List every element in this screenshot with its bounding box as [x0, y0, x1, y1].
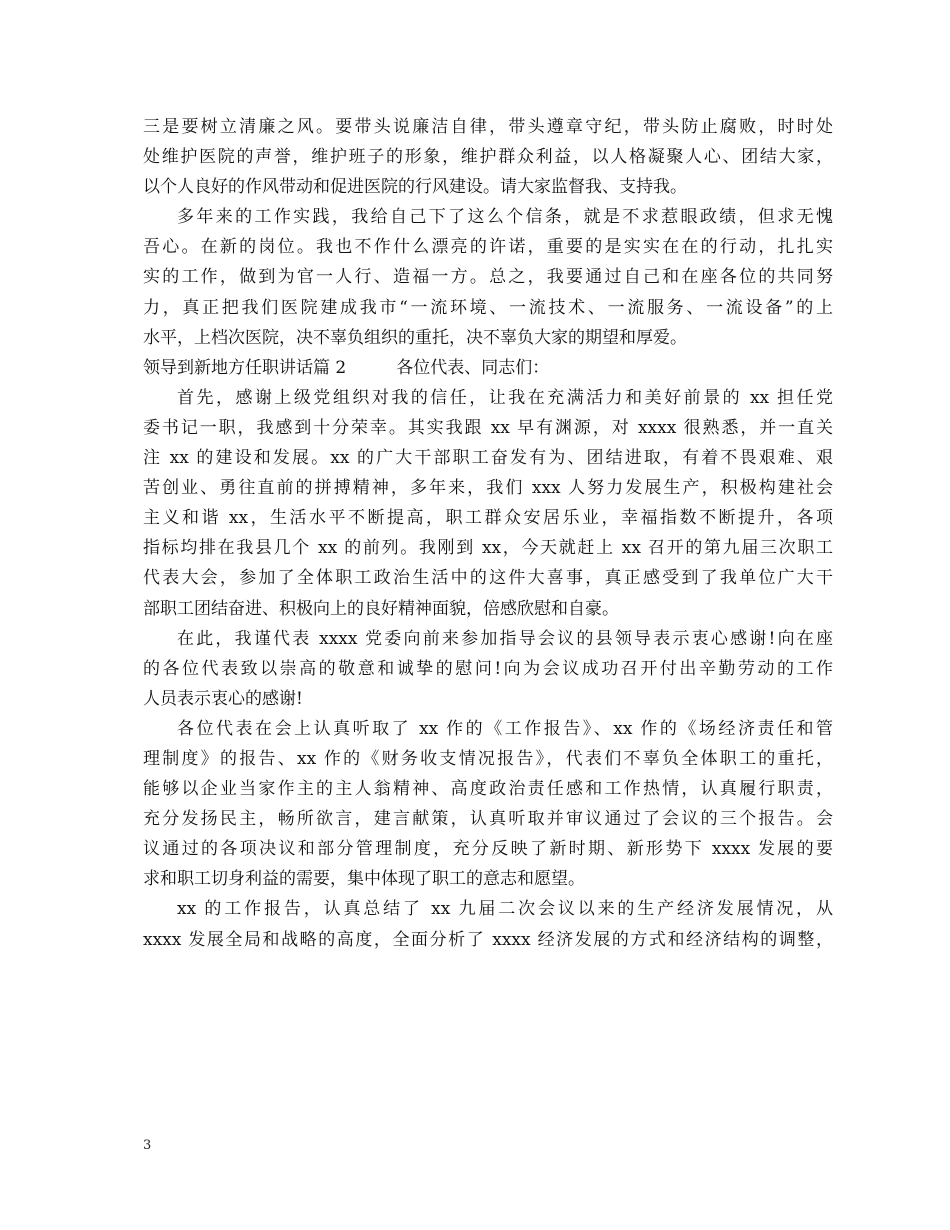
section-heading [143, 353, 833, 383]
text-line: 苦创业、勇往直前的拼搏精神，多年来，我们 xxx 人努力发展生产，积极构建社会 [143, 478, 833, 499]
text-line: 三是要树立清廉之风。要带头说廉洁自律，带头遵章守纪，带头防止腐败，时时处 [143, 117, 833, 137]
text-line: 首先，感谢上级党组织对我的信任，让我在充满活力和美好前景的 xx 担任党 [177, 387, 833, 408]
text-line: 实的工作，做到为官一人行、造福一方。总之，我要通过自己和在座各位的共同努 [143, 267, 833, 288]
text-line: 吾心。在新的岗位。我也不作什么漂亮的许诺，重要的是实实在在的行动，扎扎实 [143, 237, 833, 258]
greeting: 各位代表、同志们： [396, 357, 550, 378]
text-line: xx 的工作报告，认真总结了 xx 九届二次会议以来的生产经济发展情况，从 [177, 899, 833, 920]
text-line: 注 xx 的建设和发展。xx 的广大干部职工奋发有为、团结进取，有着不畏艰难、艰 [143, 448, 833, 469]
document-body [143, 112, 833, 955]
text-line: 理制度》的报告、xx 作的《财务收支情况报告》，代表们不辜负全体职工的重托， [143, 748, 833, 769]
text-line: 主义和谐 xx，生活水平不断提高，职工群众安居乐业，幸福指数不断提升，各项 [143, 508, 833, 529]
section-title: 领导到新地方任职讲话篇 2 [143, 357, 347, 378]
text-line: 能够以企业当家作主的主人翁精神、高度政治责任感和工作热情，认真履行职责， [143, 779, 833, 800]
text-line: 代表大会，参加了全体职工政治生活中的这件大喜事，真正感受到了我单位广大干 [143, 568, 833, 589]
text-line: 力，真正把我们医院建成我市“一流环境、一流技术、一流服务、一流设备”的上 [143, 297, 833, 318]
text-line: 水平，上档次医院，决不辜负组织的重托，决不辜负大家的期望和厚爱。 [143, 327, 687, 348]
text-line: 的各位代表致以崇高的敬意和诚挚的慰问!向为会议成功召开付出辛勤劳动的工作 [143, 658, 833, 679]
text-line: 委书记一职，我感到十分荣幸。其实我跟 xx 早有渊源，对 xxxx 很熟悉，并一直关 [143, 417, 833, 438]
text-line: 在此，我谨代表 xxxx 党委向前来参加指导会议的县领导表示衷心感谢!向在座 [177, 628, 833, 649]
text-line: 以个人良好的作风带动和促进医院的行风建设。请大家监督我、支持我。 [143, 177, 687, 198]
text-line: 指标均排在我县几个 xx 的前列。我刚到 xx，今天就赶上 xx 召开的第九届三次职工 [143, 538, 833, 559]
text-line: 议通过的各项决议和部分管理制度，充分反映了新时期、新形势下 xxxx 发展的要 [143, 839, 833, 860]
text-line: 充分发扬民主，畅所欲言，建言献策，认真听取并审议通过了会议的三个报告。会 [143, 809, 833, 830]
page-number: 3 [143, 1138, 152, 1153]
text-line: xxxx 发展全局和战略的高度，全面分析了 xxxx 经济发展的方式和经济结构的调整， [143, 929, 833, 950]
text-line: 求和职工切身利益的需要，集中体现了职工的意志和愿望。 [143, 869, 585, 890]
text-line: 多年来的工作实践，我给自己下了这么个信条，就是不求惹眼政绩，但求无愧 [177, 207, 833, 228]
text-line: 处维护医院的声誉，维护班子的形象，维护群众利益，以人格凝聚人心、团结大家， [143, 147, 833, 168]
text-line: 人员表示衷心的感谢! [143, 688, 303, 709]
text-line: 各位代表在会上认真听取了 xx 作的《工作报告》、xx 作的《场经济责任和管 [177, 718, 833, 739]
text-line: 部职工团结奋进、积极向上的良好精神面貌，倍感欣慰和自豪。 [143, 598, 619, 619]
